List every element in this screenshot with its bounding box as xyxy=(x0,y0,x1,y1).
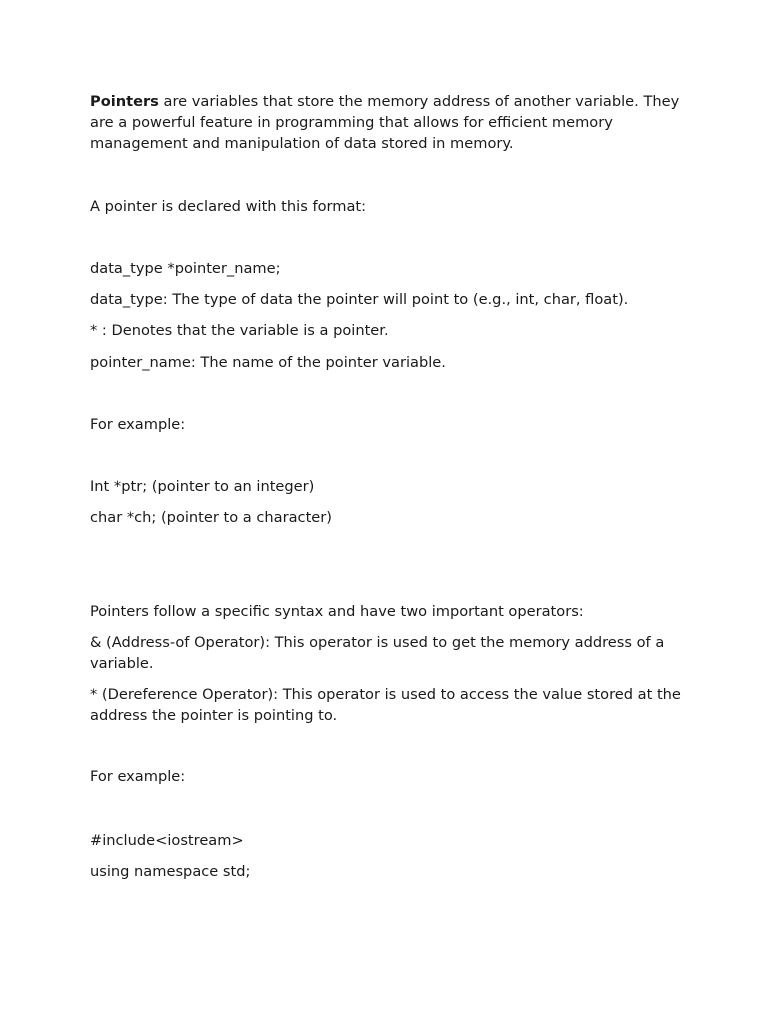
syntax-part-asterisk: * : Denotes that the variable is a pointer. xyxy=(90,322,389,339)
example-label-2: For example: xyxy=(90,768,186,785)
operator-address-of: & (Address-of Operator): This operator is used to get the memory address of a variable. xyxy=(90,634,665,672)
syntax-line: data_type *pointer_name; xyxy=(90,260,281,277)
operator-dereference: * (Dereference Operator): This operator is used to access the value stored at the address the pointer is pointing to. xyxy=(90,686,681,724)
code-line-namespace: using namespace std; xyxy=(90,863,251,880)
example-label-1: For example: xyxy=(90,416,186,433)
syntax-part-pointer-name: pointer_name: The name of the pointer variable. xyxy=(90,354,446,371)
operators-intro: Pointers follow a specific syntax and have two important operators: xyxy=(90,603,584,620)
intro-paragraph xyxy=(90,91,682,154)
code-line-include: #include<iostream> xyxy=(90,832,244,849)
example-char-ptr: char *ch; (pointer to a character) xyxy=(90,509,332,526)
example-int-ptr: Int *ptr; (pointer to an integer) xyxy=(90,478,315,495)
syntax-part-data-type: data_type: The type of data the pointer will point to (e.g., int, char, float). xyxy=(90,291,629,308)
pointers-term: Pointers xyxy=(90,93,159,110)
declaration-intro: A pointer is declared with this format: xyxy=(90,198,367,215)
intro-text: are variables that store the memory address of another variable. They are a powerful feature in programming that allows for efficient memory management and manipulation of data stored in memory. xyxy=(90,93,680,152)
